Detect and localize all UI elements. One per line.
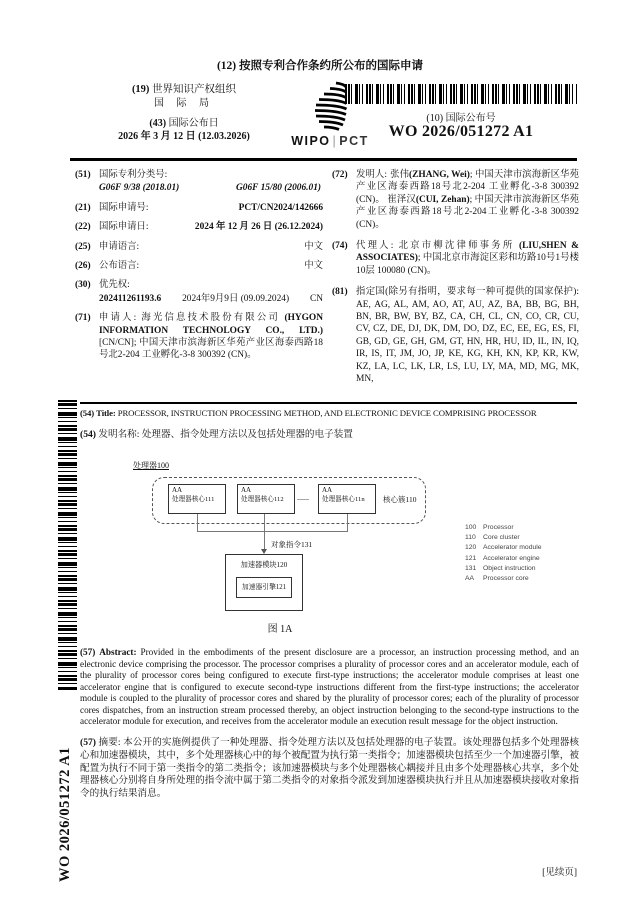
international-bureau: 国 际 局 xyxy=(154,98,214,110)
inventor-1-name-cn: 张伟 xyxy=(390,170,410,180)
field-number: (57) xyxy=(80,737,96,748)
filing-date-value: 2024 年 12 月 26 日 (26.12.2024) xyxy=(194,222,323,233)
legend-row xyxy=(465,554,542,564)
application-number-value: PCT/CN2024/142666 xyxy=(238,202,323,213)
designated-states-intro: 指定国(除另有指明，要求每一种可提供的国家保护): xyxy=(356,287,579,298)
field-number: (51) xyxy=(75,170,91,180)
core-cluster-label: 核心簇110 xyxy=(383,495,417,504)
priority-data xyxy=(99,293,323,305)
field-number: (25) xyxy=(75,241,91,252)
continued-on-next-page: [见续页] xyxy=(542,868,577,878)
core-2-label: 处理器核心112 xyxy=(241,496,284,504)
core-n-label: 处理器核心11n xyxy=(322,496,365,504)
connector-line xyxy=(264,514,265,549)
application-number-label: 国际申请号: xyxy=(99,202,149,213)
legend-desc: Core cluster xyxy=(483,534,520,542)
field-26-publication-language xyxy=(75,260,323,272)
field-30-priority xyxy=(75,279,323,305)
priority-label: 优先权: xyxy=(99,280,130,291)
connector-line xyxy=(197,514,198,531)
figure-1a xyxy=(0,455,640,647)
abstract-english-label: Abstract: xyxy=(99,647,137,657)
legend-desc: Processor xyxy=(483,524,514,531)
core-n-tag: AA xyxy=(322,486,333,494)
figure-legend xyxy=(465,523,542,584)
field-number: (54) xyxy=(80,408,95,418)
field-74-agent xyxy=(332,240,579,277)
connector-line xyxy=(347,514,348,531)
ipc-code-2: G06F 15/80 (2006.01) xyxy=(236,183,321,194)
biblio-right-column xyxy=(332,169,579,393)
field-number: (54) xyxy=(80,429,96,440)
field-number: (30) xyxy=(75,280,91,291)
inventor-2-name-en: (CUI, Zehan) xyxy=(415,194,470,205)
core-1-tag: AA xyxy=(172,486,183,494)
inventors-label: 发明人: xyxy=(356,170,388,180)
publication-barcode xyxy=(345,84,577,104)
pct-text: PCT xyxy=(339,134,369,148)
filing-language-label: 申请语言: xyxy=(99,241,140,252)
publication-language-label: 公布语言: xyxy=(99,261,140,272)
field-number: (22) xyxy=(75,222,91,233)
field-number: (21) xyxy=(75,202,91,213)
publication-number-label: (10) 国际公布号 xyxy=(426,113,496,124)
ipc-code-1: G06F 9/38 (2018.01) xyxy=(99,183,180,194)
wipo-org-line xyxy=(88,83,280,97)
publication-language-value: 中文 xyxy=(304,261,323,272)
filing-date-label: 国际申请日: xyxy=(99,222,149,233)
title-english-label: Title: xyxy=(96,408,116,418)
title-chinese xyxy=(80,426,580,440)
field-number: (71) xyxy=(75,313,91,324)
inventor-1-name-en: (ZHANG, Wei) xyxy=(409,170,470,180)
figure-caption: 图 1A xyxy=(267,624,293,635)
legend-code: AA xyxy=(465,574,475,582)
sidebar-publication-number: WO 2026/051272 A1 xyxy=(57,747,73,882)
legend-code: 110 xyxy=(465,534,476,542)
legend-row xyxy=(465,543,542,553)
agent-name-en: (LIU,SHEN & ASSOCIATES) xyxy=(356,241,579,264)
legend-row xyxy=(465,533,542,543)
legend-row xyxy=(465,564,542,574)
wipo-org-name: 世界知识产权组织 xyxy=(152,84,237,95)
field-72-inventors xyxy=(332,169,579,231)
legend-code: 131 xyxy=(465,564,477,572)
abstract-chinese-text: 本公开的实施例提供了一种处理器、指令处理方法以及包括处理器的电子装置。该处理器包括多个处理器核心和加速器模块，其中，多个处理器核心中的每个被配置为执行第一类指令；加速器模块包括至少一个加速器引擎，被配置为执行不同于第一类指令的第二类指令；该加速器模块与多个处理器核心耦接并且由多个处理器核心共享，多个处理器核心分别将自身所处理的指令流中属于第二类指令的对象指令派发到加速器模块执行并且从加速器模块接收对象指令的执行结果消息。 xyxy=(80,737,579,799)
abstract-chinese xyxy=(80,737,579,801)
legend-desc: Accelerator module xyxy=(483,544,542,552)
legend-row xyxy=(465,574,542,584)
agent-label: 代理人: xyxy=(356,241,394,252)
legend-row xyxy=(465,523,542,533)
filing-language-value: 中文 xyxy=(304,241,323,252)
object-instruction-label: 对象指令131 xyxy=(271,540,313,549)
core-2-tag: AA xyxy=(241,486,252,494)
field-81-designated-states xyxy=(332,286,579,385)
logo-separator: | xyxy=(332,134,338,148)
accelerator-module-box xyxy=(225,554,303,611)
title-chinese-label: 发明名称: xyxy=(98,429,140,440)
priority-date: 2024年9月9日 (09.09.2024) xyxy=(182,293,290,304)
title-english-value: PROCESSOR, INSTRUCTION PROCESSING METHOD, AND ELECTRONIC DEVICE COMPRISING PROCESSOR xyxy=(117,408,537,418)
header-left-block xyxy=(88,83,280,144)
title-section-rule xyxy=(80,402,577,404)
field-71-applicant xyxy=(75,312,323,362)
biblio-left-column xyxy=(75,169,323,369)
field-number: (72) xyxy=(332,170,348,180)
pct-publication-line: (12) 按照专利合作条约所公布的国际申请 xyxy=(216,60,424,72)
field-21-application-number xyxy=(75,202,323,214)
legend-desc: Object instruction xyxy=(483,564,536,572)
legend-code: 120 xyxy=(465,544,477,552)
accelerator-module-label: 加速器模块120 xyxy=(240,561,288,569)
field-number: (57) xyxy=(80,647,96,657)
processor-core-box-1 xyxy=(168,484,226,514)
processor-label: 处理器100 xyxy=(133,461,169,470)
title-chinese-value: 处理器、指令处理方法以及包括处理器的电子装置 xyxy=(141,429,353,440)
legend-desc: Processor core xyxy=(483,574,529,582)
title-english xyxy=(80,408,580,418)
legend-code: 121 xyxy=(465,554,477,562)
abstract-english xyxy=(80,647,579,728)
applicant-name-en: (HYGON INFORMATION TECHNOLOGY CO., LTD.) xyxy=(99,313,323,336)
priority-application-number: 202411261193.6 xyxy=(99,293,162,304)
accelerator-engine-box: 加速器引擎121 xyxy=(236,577,292,598)
field-number: (26) xyxy=(75,261,91,272)
core-1-label: 处理器核心111 xyxy=(172,496,215,504)
field-number: (74) xyxy=(332,241,348,252)
legend-desc: Accelerator engine xyxy=(483,554,540,562)
legend-code: 100 xyxy=(465,524,477,531)
applicant-address: [CN/CN]; 中国天津市滨海新区华苑产业区海泰西路18号北2-204 工业孵化-3-8 300392 (CN)。 xyxy=(99,338,323,361)
publication-number-value: WO 2026/051272 A1 xyxy=(388,123,534,140)
applicant-name-cn: 海光信息技术股份有限公司 xyxy=(139,313,285,324)
abstract-chinese-label: 摘要: xyxy=(98,737,121,748)
inventor-1-address: ; 中国天津市滨海新区华苑产业区海泰西路18号北2-204 工业孵化-3-8 300392 (CN)。 xyxy=(356,170,579,205)
processor-core-box-2 xyxy=(237,484,295,514)
field-43-number: (43) xyxy=(149,117,167,129)
wipo-text: WIPO xyxy=(291,134,331,148)
header-rule xyxy=(70,158,577,161)
field-number: (81) xyxy=(332,287,348,298)
field-19-number: (19) xyxy=(131,84,150,95)
connector-line xyxy=(197,531,348,532)
designated-states-list: AE, AG, AL, AM, AO, AT, AU, AZ, BA, BB, BG, BH, BN, BR, BW, BY, BZ, CA, CH, CL, CN, CO, CR, CU, CV, CZ, DE, DJ, DK, DM, DO, DZ, EC, EE, EG, ES, FI, GB, GD, GE, GH, GM, GT, HN, HR, HU, ID, IL, IN, IQ, IR, IS, IT, JM, JO, JP, KE, KG, KH, KN, KP, KR, KW, KZ, LA, LC, LK, LR, LS, LU, LY, MA, MD, MG, MK, MN, xyxy=(356,299,579,385)
publication-date-value: 2026 年 3 月 12 日 (12.03.2026) xyxy=(118,131,250,143)
field-51-ipc xyxy=(75,169,323,195)
publication-date-label-line xyxy=(88,117,280,131)
processor-core-box-n xyxy=(318,484,376,514)
publication-date-label: 国际公布日 xyxy=(168,117,219,129)
applicant-label: 申请人: xyxy=(99,313,137,324)
priority-country: CN xyxy=(309,293,323,304)
ellipsis-dots: ...... xyxy=(297,493,309,502)
field-25-filing-language xyxy=(75,241,323,253)
agent-name-cn: 北京市柳沈律师事务所 xyxy=(396,241,519,252)
ipc-codes xyxy=(99,182,323,194)
inventor-2-address: ; 中国天津市滨海新区华苑产业区海泰西路18号北2-204工业孵化-3-8 300392 (CN)。 xyxy=(356,194,579,230)
field-22-filing-date xyxy=(75,221,323,233)
abstract-english-text: Provided in the embodiments of the present disclosure are a processor, an instruction processing method, and an electronic device comprising the processor. The processor comprises a plurality of processor cores and an accelerator module, each of the plurality of processor cores being configured to execute first-type instructions; the accelerator module comprises at least one accelerator engine that is configured to execute second-type instructions different from the first-type instructions; the accelerator module is coupled to the plurality of processor cores and shared by the plurality of processor cores; each of the plurality of processor cores dispatches, from an instruction stream processed thereby, an object instruction belonging to the second-type instructions to the accelerator module for execution, and receives from the accelerator module an execution result message for the object instruction. xyxy=(80,647,580,726)
agent-address: ; 中国北京市海淀区彩和坊路10号1号楼10层 100080 (CN)。 xyxy=(356,253,579,276)
ipc-label: 国际专利分类号: xyxy=(99,170,168,180)
inventor-2-name-cn: 崔泽汉 xyxy=(387,194,416,205)
